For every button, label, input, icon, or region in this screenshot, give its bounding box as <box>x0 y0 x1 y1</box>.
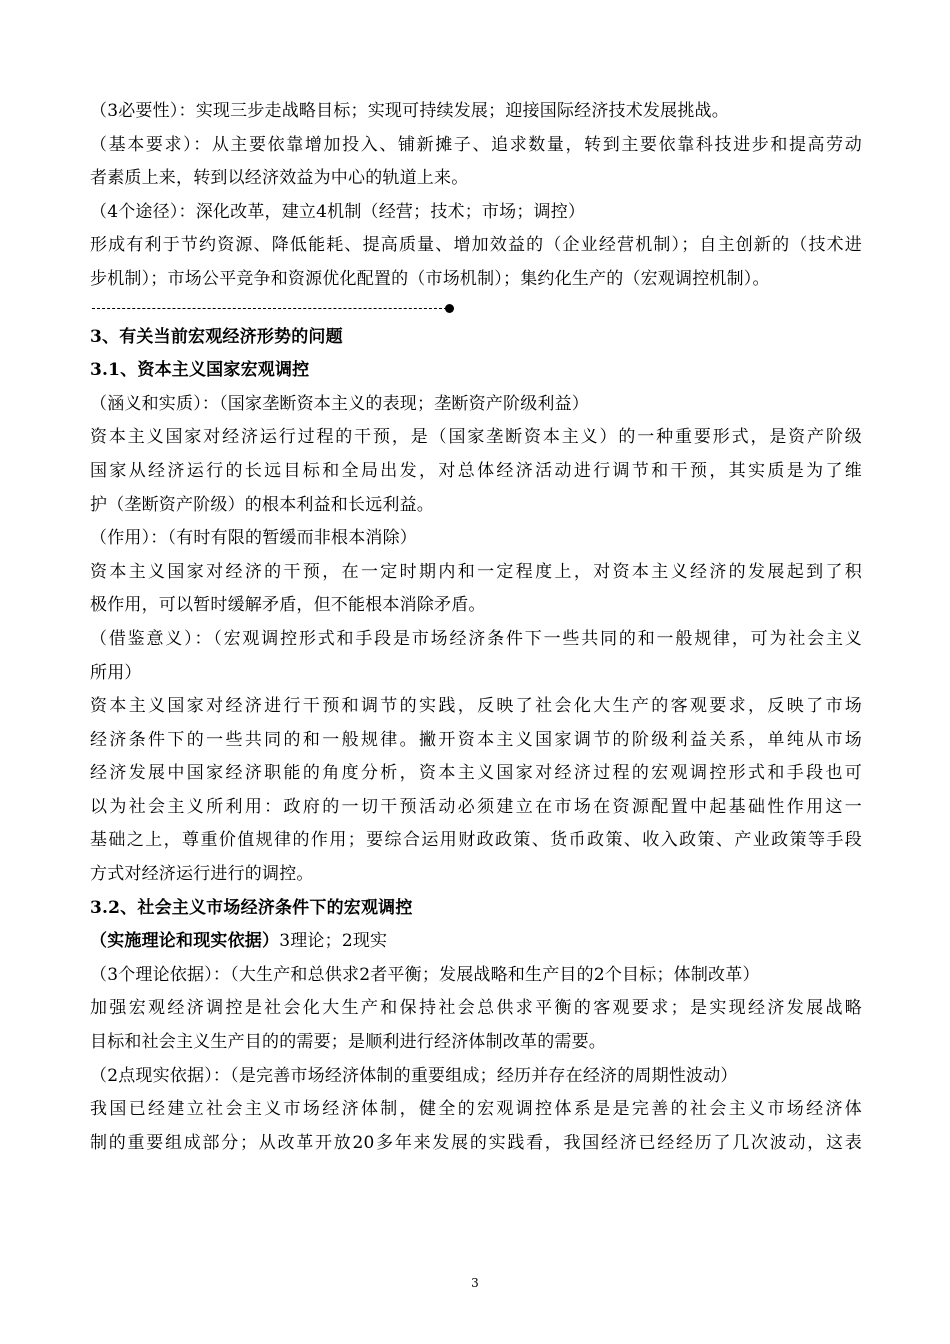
text-line: （借鉴意义）：（宏观调控形式和手段是市场经济条件下一些共同的和一般规律，可为社会主义 <box>90 628 862 649</box>
document-body <box>90 95 862 1160</box>
text-line: 经济条件下的一些共同的和一般规律。撇开资本主义国家调节的阶级利益关系，单纯从市场 <box>90 729 862 750</box>
divider-dot-icon <box>445 304 454 313</box>
text-line: 制的重要组成部分；从改革开放20多年来发展的实践看，我国经济已经经历了几次波动，这表 <box>90 1132 862 1153</box>
text-line: 经济发展中国家经济职能的角度分析，资本主义国家对经济过程的宏观调控形式和手段也可 <box>90 763 862 784</box>
text-line: 资本主义国家对经济进行干预和调节的实践，反映了社会化大生产的客观要求，反映了市场 <box>90 696 862 717</box>
text-line: 者素质上来，转到以经济效益为中心的轨道上来。 <box>90 168 469 189</box>
text-line: （3必要性）：实现三步走战略目标；实现可持续发展；迎接国际经济技术发展挑战。 <box>90 101 729 121</box>
text-line: 目标和社会主义生产目的的需要；是顺利进行经济体制改革的需要。 <box>90 1032 606 1053</box>
basis-summary: 3理论；2现实 <box>279 931 388 952</box>
text-line: 方式对经济运行进行的调控。 <box>90 864 314 885</box>
divider-dashed-line <box>92 308 447 309</box>
text-line: 资本主义国家对经济运行过程的干预，是（国家垄断资本主义）的一种重要形式，是资产阶级 <box>90 427 862 448</box>
text-line: （4个途径）：深化改革，建立4机制（经营；技术；市场；调控） <box>90 201 586 222</box>
text-line: （涵义和实质）：（国家垄断资本主义的表现；垄断资产阶级利益） <box>90 393 589 414</box>
text-line: （2点现实依据）：（是完善市场经济体制的重要组成；经历并存在经济的周期性波动） <box>90 1065 738 1086</box>
section-heading: 3、有关当前宏观经济形势的问题 <box>90 326 343 347</box>
text-line: 加强宏观经济调控是社会化大生产和保持社会总供求平衡的客观要求；是实现经济发展战略 <box>90 998 862 1019</box>
subsection-heading: 3.1、资本主义国家宏观调控 <box>90 360 310 381</box>
text-line: 我国已经建立社会主义市场经济体制，健全的宏观调控体系是是完善的社会主义市场经济体 <box>90 1099 862 1120</box>
text-line: 形成有利于节约资源、降低能耗、提高质量、增加效益的（企业经营机制）；自主创新的（技术进 <box>90 235 862 256</box>
text-line <box>90 925 862 959</box>
text-line: 以为社会主义所利用：政府的一切干预活动必须建立在市场在资源配置中起基础性作用这一 <box>90 796 862 817</box>
text-line: 资本主义国家对经济的干预，在一定时期内和一定程度上，对资本主义经济的发展起到了积 <box>90 561 862 582</box>
text-line: （作用）：（有时有限的暂缓而非根本消除） <box>90 528 417 549</box>
text-line: 步机制）；市场公平竞争和资源优化配置的（市场机制）；集约化生产的（宏观调控机制）。 <box>90 268 770 289</box>
basis-label: （实施理论和现实依据） <box>90 931 280 952</box>
text-line: 极作用，可以暂时缓解矛盾，但不能根本消除矛盾。 <box>90 595 486 616</box>
text-line: （基本要求）：从主要依靠增加投入、铺新摊子、追求数量，转到主要依靠科技进步和提高劳动 <box>90 134 862 155</box>
page-number: 3 <box>471 1276 479 1290</box>
text-line: 国家从经济运行的长远目标和全局出发，对总体经济活动进行调节和干预，其实质是为了维 <box>90 460 862 481</box>
text-line: 护（垄断资产阶级）的根本利益和长远利益。 <box>90 494 434 515</box>
subsection-heading: 3.2、社会主义市场经济条件下的宏观调控 <box>90 897 413 918</box>
section-divider <box>90 297 862 321</box>
text-line: 基础之上，尊重价值规律的作用；要综合运用财政政策、货币政策、收入政策、产业政策等手段 <box>90 830 862 851</box>
text-line: 所用） <box>90 662 142 683</box>
text-line: （3个理论依据）：（大生产和总供求2者平衡；发展战略和生产目的2个目标；体制改革） <box>90 964 760 985</box>
